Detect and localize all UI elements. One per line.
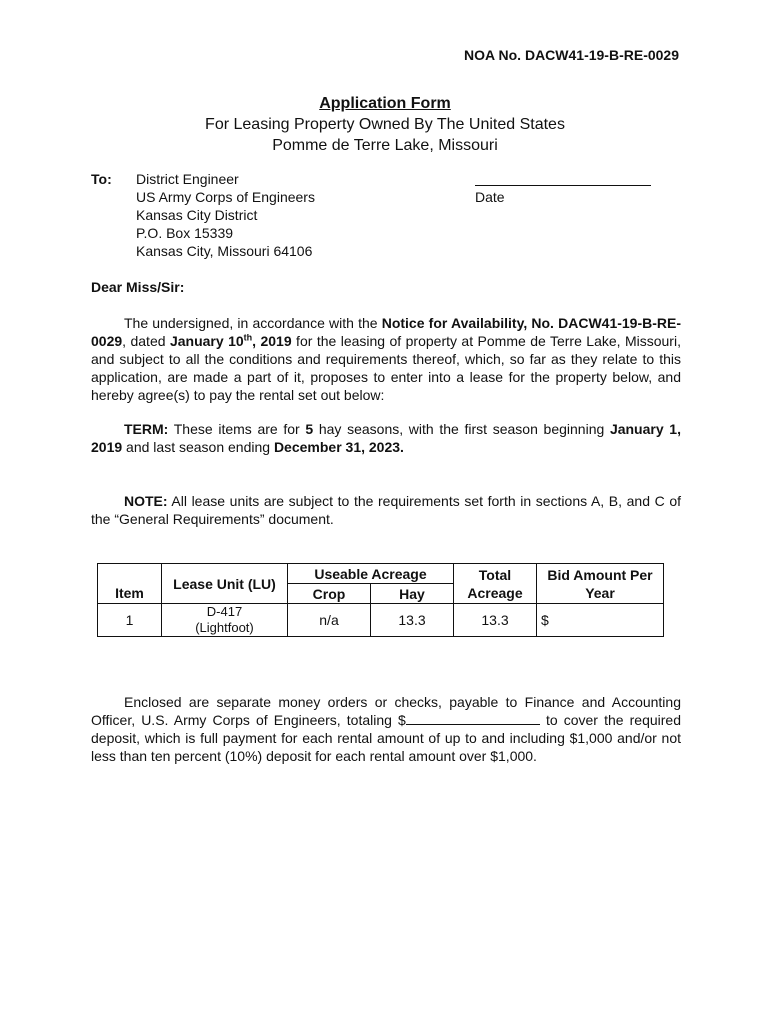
form-subtitle: For Leasing Property Owned By The United States: [205, 116, 565, 133]
cell-lease-unit: [162, 604, 288, 637]
intro-paragraph: The undersigned, in accordance with the Notice for Availability, No. DACW41-19-B-RE-0029, dated January 10th, 2019 for the leasing of property at Pomme de Terre Lake, Missouri, and subject to all the conditions and requirements thereof, which, so far as they relate to this application, are made a part of it, proposes to enter into a lease for the property below, and hereby agree(s) to pay the rental set out below:: [91, 315, 682, 403]
header-crop: Crop: [288, 584, 371, 604]
note-paragraph: NOTE: All lease units are subject to the requirements set forth in sections A, B, and C of the “General Requirements” document.: [91, 493, 681, 527]
notice-date: January 10th, 2019: [169, 332, 292, 349]
term-label: TERM:: [124, 421, 169, 437]
address-line: Kansas City, Missouri 64106: [136, 243, 313, 259]
form-location: Pomme de Terre Lake, Missouri: [272, 137, 498, 154]
table-row: [98, 604, 664, 637]
deposit-paragraph: Enclosed are separate money orders or checks, payable to Finance and Accounting Officer, U.S. Army Corps of Engineers, totaling $ to cover the required deposit, which is full payment for each rental amount of up to and including $1,000 and/or not less than ten percent (10%) deposit for each rental amount over $1,000.: [91, 694, 682, 764]
to-label: To:: [91, 171, 112, 187]
header-useable-acreage: Useable Acreage: [288, 564, 454, 584]
cell-bid-amount[interactable]: $: [537, 604, 664, 637]
cell-total: 13.3: [454, 604, 537, 637]
season-count: 5: [305, 421, 314, 437]
notice-reference: Notice for Availability, No. DACW41-19-B-RE-0029: [91, 315, 682, 349]
header-hay: Hay: [371, 584, 454, 604]
term-end: December 31, 2023.: [273, 439, 404, 455]
lease-table: [97, 563, 664, 637]
term-paragraph: TERM: These items are for 5 hay seasons, with the first season beginning January 1, 2019 and last season ending December 31, 2023.: [91, 421, 681, 455]
cell-hay: 13.3: [371, 604, 454, 637]
header-bid-amount: Bid Amount Per Year: [537, 564, 664, 604]
cell-crop: n/a: [288, 604, 371, 637]
date-label: Date: [475, 189, 505, 205]
form-title: Application Form: [319, 95, 451, 112]
lease-unit-code: D-417: [206, 604, 243, 619]
date-signature-line[interactable]: [475, 185, 651, 186]
title-block: [0, 94, 770, 156]
header-lease-unit: Lease Unit (LU): [162, 564, 288, 604]
header-total-acreage: Total Acreage: [454, 564, 537, 604]
header-item: Item: [98, 564, 162, 604]
lease-unit-name: (Lightfoot): [195, 620, 254, 635]
address-line: District Engineer: [136, 171, 239, 187]
recipient-address: [136, 170, 315, 260]
address-line: US Army Corps of Engineers: [136, 189, 315, 205]
cell-item: 1: [98, 604, 162, 637]
address-line: P.O. Box 15339: [136, 225, 234, 241]
address-line: Kansas City District: [136, 207, 258, 223]
deposit-amount-blank[interactable]: [406, 712, 540, 725]
term-start: January 1, 2019: [91, 421, 681, 455]
noa-number: NOA No. DACW41-19-B-RE-0029: [464, 47, 679, 63]
salutation: Dear Miss/Sir:: [91, 279, 185, 295]
note-label: NOTE:: [124, 493, 168, 509]
